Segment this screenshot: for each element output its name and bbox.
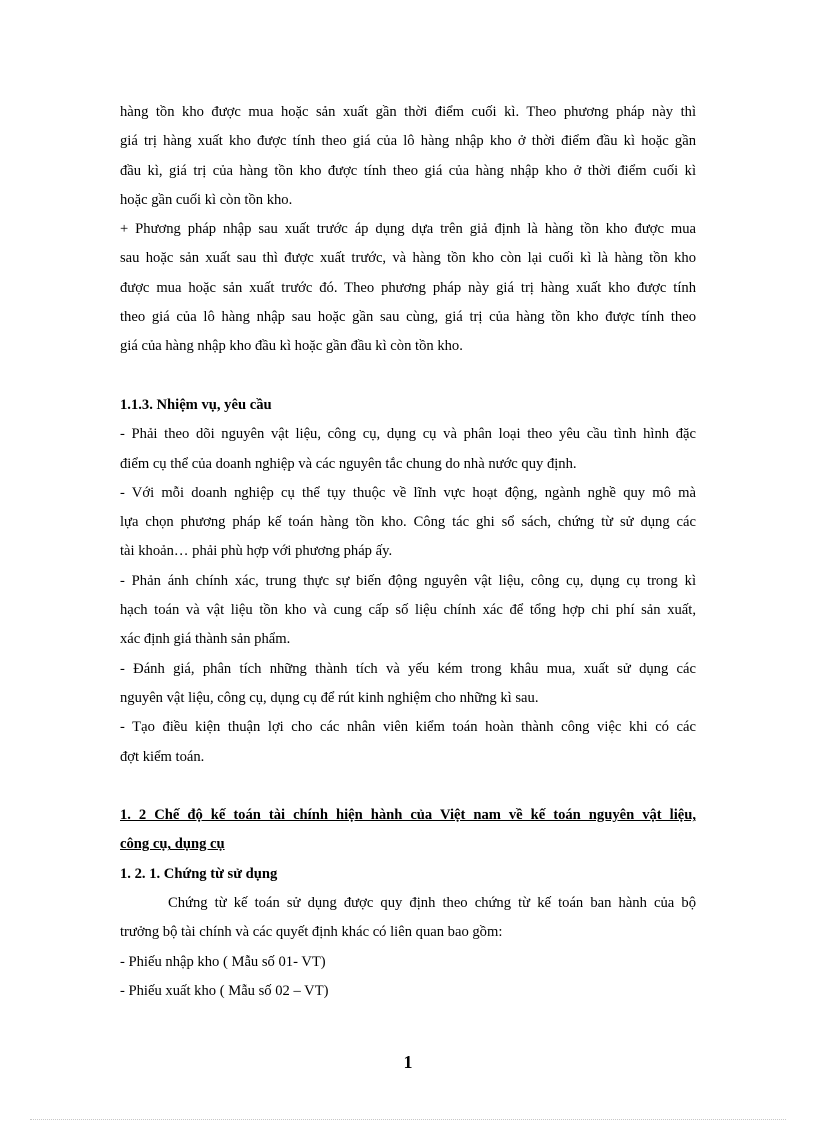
text-line: xác định giá thành sản phẩm. bbox=[120, 631, 291, 648]
text-line: hàng tồn kho được mua hoặc sản xuất gần thời điểm cuối kì. Theo phương pháp này thì bbox=[120, 104, 696, 120]
section-documents-used bbox=[120, 860, 696, 1006]
text-line: + Phương pháp nhập sau xuất trước áp dụng dựa trên giả định là hàng tồn kho được mua bbox=[120, 221, 696, 238]
page-number: 1 bbox=[403, 1052, 413, 1072]
text-line: - Phản ánh chính xác, trung thực sự biến động nguyên vật liệu, công cụ, dụng cụ trong kì bbox=[120, 572, 696, 589]
page-bottom-divider bbox=[30, 1119, 786, 1120]
text-line: hoặc gần cuối kì còn tồn kho. bbox=[120, 191, 293, 208]
text-line: đầu kì, giá trị của hàng tồn kho được tính theo giá của hàng nhập kho ở thời điểm cuối kì bbox=[120, 162, 696, 179]
text-line: Chứng từ kế toán sử dụng được quy định theo chứng từ kế toán ban hành của bộ bbox=[168, 895, 696, 912]
subsection-heading: 1. 2. 1. Chứng từ sử dụng bbox=[120, 865, 278, 882]
section-accounting-regime bbox=[120, 801, 696, 860]
text-line: sau hoặc sản xuất sau thì được xuất trước, và hàng tồn kho còn lại cuối kì là hàng tồn kho bbox=[120, 250, 696, 267]
list-item bbox=[120, 479, 696, 567]
list-item: - Phiếu xuất kho ( Mẫu số 02 – VT) bbox=[120, 982, 329, 999]
page-body bbox=[120, 98, 696, 1006]
text-line: nguyên vật liệu, công cụ, dụng cụ để rút kinh nghiệm cho những kì sau. bbox=[120, 689, 539, 706]
text-line: trưởng bộ tài chính và các quyết định khác có liên quan bao gồm: bbox=[120, 924, 503, 941]
text-line: lựa chọn phương pháp kế toán hàng tồn kho. Công tác ghi sổ sách, chứng từ sử dụng các bbox=[120, 514, 696, 531]
paragraph-fifo-continuation bbox=[120, 98, 696, 215]
text-line: - Với mỗi doanh nghiệp cụ thể tụy thuộc về lĩnh vực hoạt động, ngành nghề quy mô mà bbox=[120, 484, 696, 501]
list-item bbox=[120, 655, 696, 714]
section-heading: 1. 2 Chế độ kế toán tài chính hiện hành của Việt nam về kế toán nguyên vật liệu, bbox=[120, 807, 696, 824]
text-line: - Đánh giá, phân tích những thành tích và yếu kém trong khâu mua, xuất sử dụng các bbox=[120, 660, 696, 677]
text-line: tài khoản… phải phù hợp với phương pháp ấy. bbox=[120, 543, 393, 560]
text-line: - Phải theo dõi nguyên vật liệu, công cụ, dụng cụ và phân loại theo yêu cầu tình hình đặc bbox=[120, 426, 696, 443]
text-line: giá của hàng nhập kho đầu kì hoặc gần đầu kì còn tồn kho. bbox=[120, 338, 463, 355]
text-line: giá trị hàng xuất kho được tính theo giá của lô hàng nhập kho ở thời điểm đầu kì hoặc gần bbox=[120, 133, 696, 150]
section-heading: công cụ, dụng cụ bbox=[120, 836, 225, 853]
list-item bbox=[120, 567, 696, 655]
text-line: được mua hoặc sản xuất trước đó. Theo phương pháp này giá trị hàng xuất kho được tính bbox=[120, 279, 696, 296]
text-line: đợt kiểm toán. bbox=[120, 748, 205, 765]
list-item bbox=[120, 713, 696, 772]
list-item bbox=[120, 420, 696, 479]
paragraph-lifo-method bbox=[120, 215, 696, 361]
text-line: điểm cụ thể của doanh nghiệp và các nguyên tắc chung do nhà nước quy định. bbox=[120, 455, 577, 472]
section-duties-requirements bbox=[120, 391, 696, 772]
text-line: - Tạo điều kiện thuận lợi cho các nhân viên kiểm toán hoàn thành công việc khi có các bbox=[120, 719, 696, 736]
text-line: theo giá của lô hàng nhập sau hoặc gần sau cùng, giá trị của hàng tồn kho được tính theo bbox=[120, 309, 696, 326]
text-line: hạch toán và vật liệu tồn kho và cung cấp số liệu chính xác để tổng hợp chi phí sản xuất, bbox=[120, 602, 696, 619]
section-heading: 1.1.3. Nhiệm vụ, yêu cầu bbox=[120, 396, 272, 413]
list-item: - Phiếu nhập kho ( Mẫu số 01- VT) bbox=[120, 953, 326, 970]
